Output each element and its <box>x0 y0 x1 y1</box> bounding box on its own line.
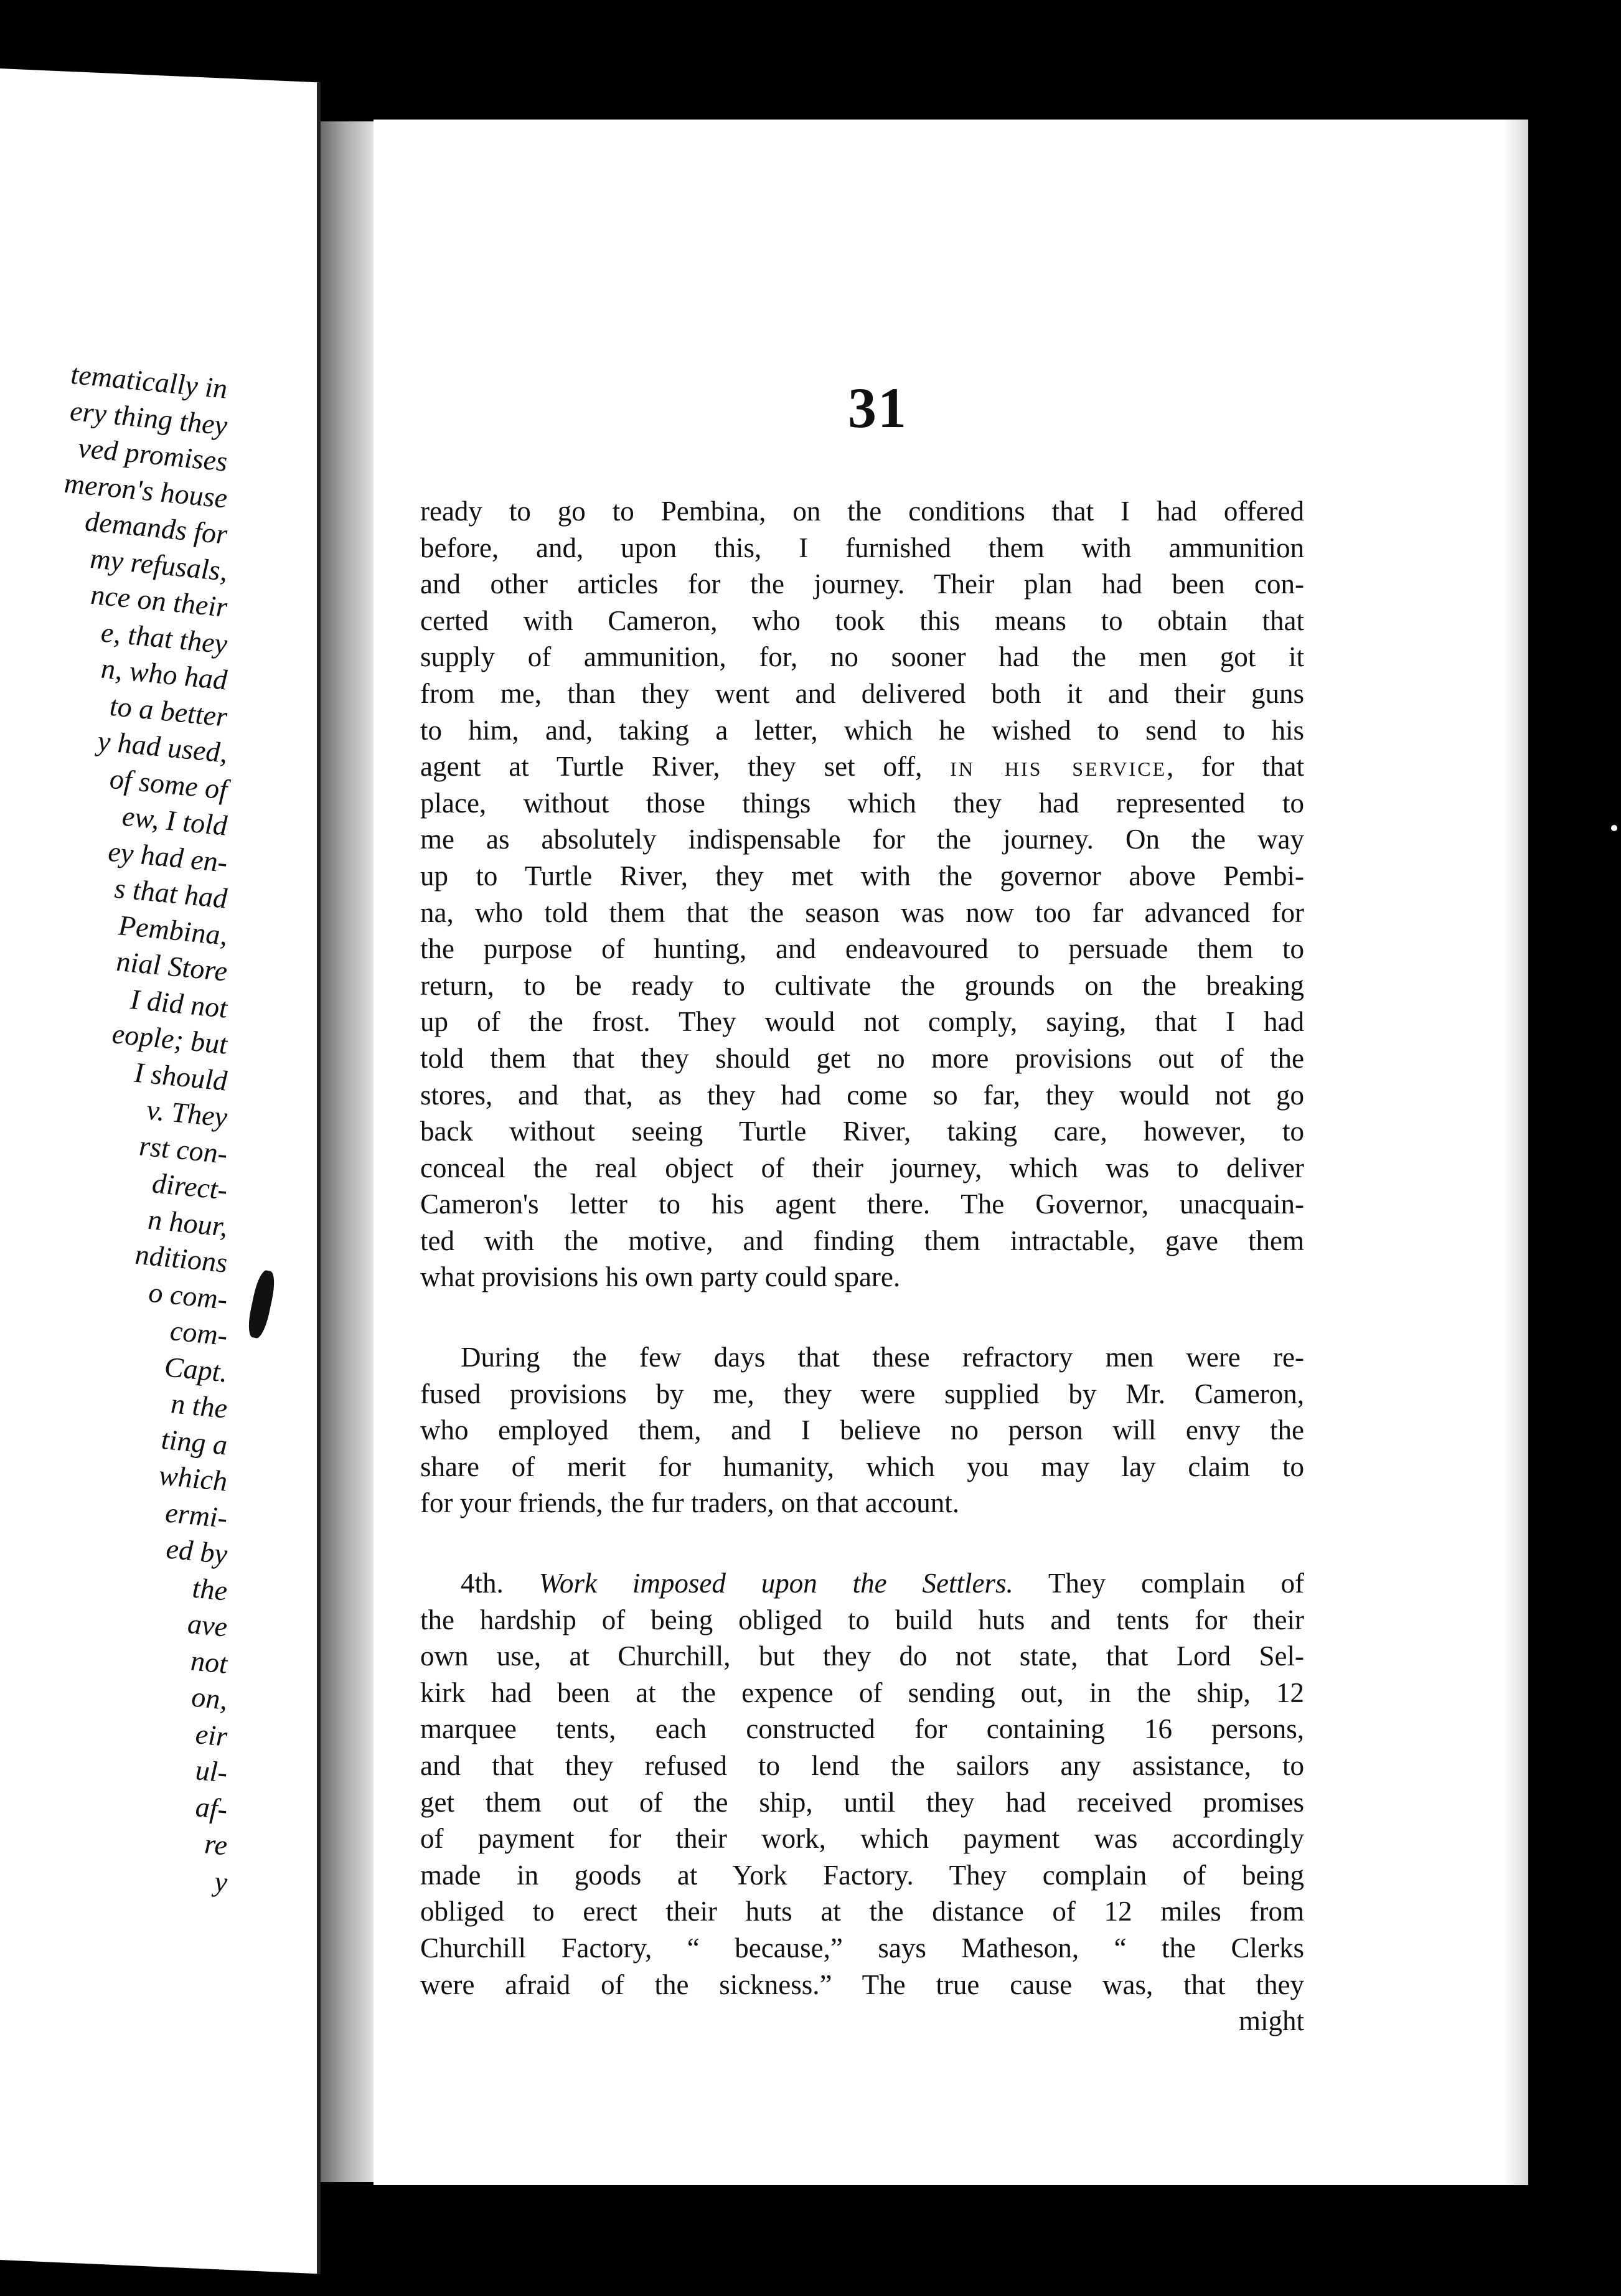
text-line: from me, than they went and delivered both it and their guns <box>420 677 1304 709</box>
catchword: might <box>1238 2005 1304 2037</box>
left-page-fragment-line: e, that they <box>100 616 228 660</box>
left-page-fragment-line: on, <box>190 1680 228 1716</box>
text-line: Churchill Factory, “ because,” says Matheson, “ the Clerks <box>420 1932 1304 1964</box>
left-page-fragment-line: o com- <box>148 1276 228 1315</box>
left-page-fragment-line: direct- <box>151 1167 228 1206</box>
text-segment: They complain of <box>1013 1568 1305 1599</box>
text-line <box>420 1565 1304 1602</box>
binding-gutter <box>321 121 380 2182</box>
scan-speck <box>331 92 336 97</box>
text-line: certed with Cameron, who took this means to obtain that <box>420 605 1304 636</box>
text-line: of payment for their work, which payment was accordingly <box>420 1823 1304 1855</box>
text-line: who employed them, and I believe no person will envy the <box>420 1414 1304 1446</box>
paragraph-1 <box>420 493 1304 1296</box>
page-body <box>420 493 1304 2040</box>
text-segment: , for that <box>1167 751 1305 783</box>
text-line: Cameron's letter to his agent there. The Governor, unacquain- <box>420 1188 1304 1220</box>
text-line: ready to go to Pembina, on the conditions that I had offered <box>420 496 1304 527</box>
text-line: the purpose of hunting, and endeavoured to persuade them to <box>420 933 1304 965</box>
paragraph-spacer <box>420 1522 1304 1565</box>
text-line: to him, and, taking a letter, which he wished to send to his <box>420 714 1304 746</box>
text-line: share of merit for humanity, which you may lay claim to <box>420 1451 1304 1482</box>
left-page-fragment-line: n the <box>170 1387 228 1424</box>
right-page <box>374 120 1528 2185</box>
text-line: obliged to erect their huts at the distance of 12 miles from <box>420 1896 1304 1927</box>
text-line: return, to be ready to cultivate the grounds on the breaking <box>420 969 1304 1001</box>
text-line: were afraid of the sickness.” The true cause was, that they <box>420 1969 1304 2000</box>
left-page-fragment-line: Capt. <box>163 1350 228 1388</box>
text-line: During the few days that these refractory men were re- <box>461 1342 1304 1373</box>
left-page-fragment-line: y had used, <box>96 725 228 769</box>
left-page-fragment-line: s that had <box>113 872 228 915</box>
text-line: told them that they should get no more provisions out of the <box>420 1042 1304 1074</box>
text-line: and other articles for the journey. Their plan had been con- <box>420 568 1304 600</box>
text-line: up to Turtle River, they met with the governor above Pembi- <box>420 860 1304 892</box>
left-page-fragment-line: Pembina, <box>117 908 228 951</box>
left-page-fragment-line: to a better <box>108 689 228 733</box>
left-page-fragment-line: y <box>214 1865 228 1898</box>
left-page-fragment-line: v. They <box>146 1093 228 1133</box>
text-segment: agent at Turtle River, they set off, <box>420 751 951 783</box>
left-page-fragment-line: re <box>204 1827 228 1861</box>
text-line: place, without those things which they had represented to <box>420 787 1304 819</box>
left-page-fragment-line: ed by <box>165 1532 228 1570</box>
left-page-fragment-line: eir <box>194 1717 228 1753</box>
left-page-fragment-line: ery thing they <box>69 394 228 441</box>
left-page-fragment-line: ave <box>186 1607 228 1643</box>
text-line: conceal the real object of their journey, which was to deliver <box>420 1152 1304 1183</box>
section-heading: Work imposed upon the Settlers. <box>538 1568 1013 1599</box>
text-line: back without seeing Turtle River, taking care, however, to <box>420 1116 1304 1147</box>
left-page-fragment-line: rst con- <box>138 1129 228 1170</box>
text-line <box>420 748 1304 785</box>
left-page-fragment-line: ul- <box>194 1754 228 1789</box>
left-page-fragment-line: meron's house <box>63 466 228 514</box>
left-page-fragment-line: nce on their <box>90 578 228 623</box>
left-page-fragment-line: ting a <box>160 1423 228 1461</box>
left-page-fragment-line: not <box>190 1644 228 1680</box>
text-line: get them out of the ship, until they had received promises <box>420 1786 1304 1818</box>
left-page-fragment-line: ey had en- <box>107 835 228 878</box>
text-line: up of the frost. They would not comply, saying, that I had <box>420 1006 1304 1038</box>
text-line: kirk had been at the expence of sending out, in the ship, 12 <box>420 1677 1304 1708</box>
text-line: me as absolutely indispensable for the journey. On the way <box>420 824 1304 855</box>
text-line: fused provisions by me, they were supplied by Mr. Cameron, <box>420 1378 1304 1409</box>
text-line: what provisions his own party could spare. <box>420 1261 901 1293</box>
left-page-fragment-line: tematically in <box>70 357 228 405</box>
paragraph-3 <box>420 1565 1304 2003</box>
page-edge-shadow <box>1503 120 1528 2185</box>
text-line: ted with the motive, and finding them intractable, gave them <box>420 1225 1304 1256</box>
text-line: own use, at Churchill, but they do not state, that Lord Sel- <box>420 1640 1304 1672</box>
text-line: stores, and that, as they had come so far, they would not go <box>420 1079 1304 1111</box>
left-page-fragment-line: my refusals, <box>89 542 228 587</box>
scan-speck <box>1611 825 1617 831</box>
left-page-fragment-line: ermi- <box>164 1495 228 1534</box>
left-page-fragment-line: nditions <box>134 1238 228 1279</box>
left-page-fragment-line: com- <box>169 1314 228 1352</box>
left-page-fragment-line: demands for <box>84 505 228 550</box>
left-page-text-fragments <box>0 357 228 1901</box>
left-page-fragment-line: nial Store <box>115 944 228 987</box>
text-line: before, and, upon this, I furnished them with ammunition <box>420 532 1304 563</box>
left-page-fragment-line: of some of <box>108 762 228 806</box>
text-line: the hardship of being obliged to build huts and tents for their <box>420 1604 1304 1635</box>
section-number: 4th. <box>461 1568 504 1599</box>
left-page-fragment-line: n hour, <box>147 1203 228 1243</box>
text-line: supply of ammunition, for, no sooner had the men got it <box>420 641 1304 673</box>
text-line: made in goods at York Factory. They complain of being <box>420 1859 1304 1891</box>
left-page-fragment-line: I did not <box>129 982 228 1024</box>
text-line: na, who told them that the season was now too far advanced for <box>420 896 1304 928</box>
text-line: marquee tents, each constructed for containing 16 persons, <box>420 1713 1304 1745</box>
small-caps-phrase: in his service <box>950 751 1167 783</box>
left-facing-page <box>0 68 321 2274</box>
left-page-fragment-line: eople; but <box>111 1017 228 1060</box>
left-page-fragment-line: I should <box>133 1056 228 1097</box>
left-page-fragment-line: ved promises <box>77 431 228 478</box>
left-page-fragment-line: the <box>191 1571 228 1607</box>
left-page-fragment-line: af- <box>194 1790 228 1825</box>
left-page-fragment-line: ew, I told <box>121 799 228 842</box>
page-number: 31 <box>848 376 908 440</box>
left-page-fragment-line: n, who had <box>100 652 228 696</box>
paragraph-spacer <box>420 1296 1304 1339</box>
text-line: and that they refused to lend the sailors any assistance, to <box>420 1750 1304 1781</box>
paragraph-2 <box>420 1339 1304 1522</box>
text-line: for your friends, the fur traders, on that account. <box>420 1487 959 1519</box>
left-page-fragment-line: which <box>157 1459 228 1497</box>
